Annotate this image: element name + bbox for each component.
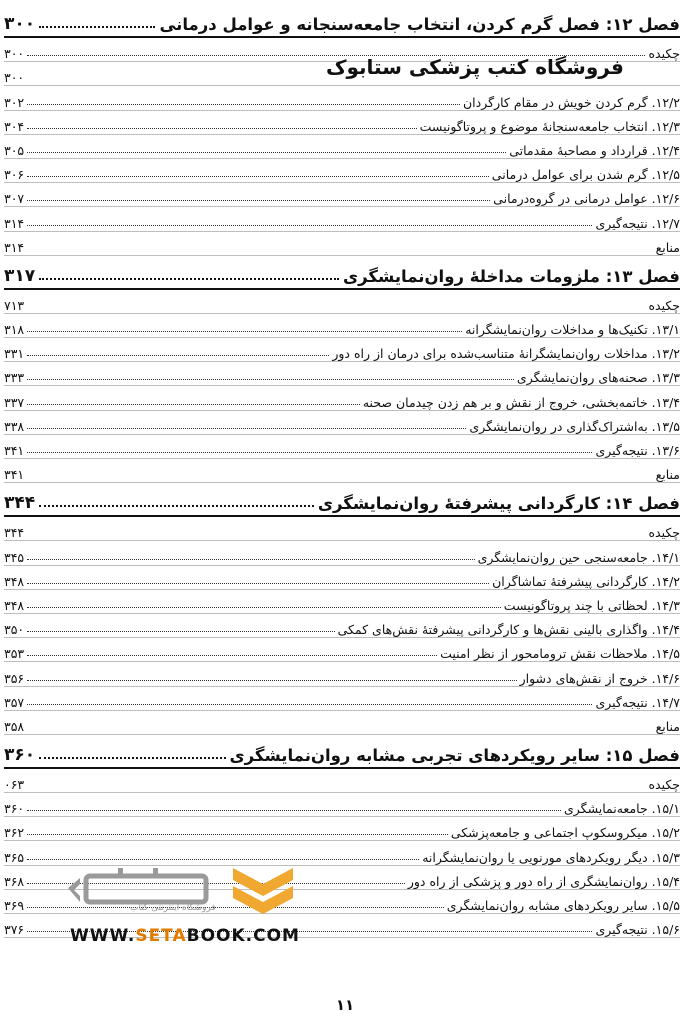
chapter-title: فصل ۱۵: سایر رویکردهای تجربی مشابه روان‌نمایشگری bbox=[229, 745, 680, 765]
toc-entry-page: ۳۰۰ bbox=[4, 46, 25, 62]
toc-entry bbox=[4, 386, 680, 410]
toc-entry-page: ۳۶۹ bbox=[4, 898, 25, 913]
toc-entry-title: ۱۳/۲. مداخلات روان‌نمایشگرانهٔ متناسب‌شده برای درمان از راه دور bbox=[332, 346, 680, 362]
toc-entry-title: ۱۴/۵. ملاحظات نقش ترومامحور از نظر امنیت bbox=[440, 646, 680, 662]
leader-dots bbox=[27, 355, 329, 356]
toc-entry-page: ۳۵۶ bbox=[4, 670, 25, 686]
toc-entry bbox=[4, 541, 680, 565]
toc-entry bbox=[4, 111, 680, 135]
toc-entry-title: ۱۲/۳. انتخاب جامعه‌سنجانهٔ موضوع و پروتاگونیست bbox=[419, 118, 680, 134]
leader-dots bbox=[27, 655, 437, 656]
leader-dots bbox=[27, 559, 474, 560]
toc-entry-title: چکیده bbox=[648, 297, 680, 313]
toc-entry-page: ۳۴۸ bbox=[4, 597, 25, 613]
toc-entry-title: ۱۳/۳. صحنه‌های روان‌نمایشگری bbox=[516, 370, 680, 386]
leader-dots bbox=[39, 756, 225, 759]
leader-dots bbox=[39, 277, 339, 280]
toc-entry bbox=[4, 411, 680, 435]
toc-entry-page: ۳۱۴ bbox=[4, 239, 25, 255]
website-suffix: BOOK.COM bbox=[186, 926, 300, 946]
toc-entry bbox=[4, 159, 680, 183]
leader-dots bbox=[27, 452, 592, 453]
toc-entry bbox=[4, 662, 680, 686]
leader-dots bbox=[27, 704, 592, 705]
chapter-page-number: ۳۰۰ bbox=[4, 14, 36, 34]
toc-entry-page: ۳۰۵ bbox=[4, 142, 25, 158]
toc-entry-page: ۳۱۸ bbox=[4, 322, 25, 338]
toc-entry-title: منابع bbox=[655, 718, 680, 734]
toc-entry-title: ۱۴/۲. کارگردانی پیشرفتهٔ تماشاگران bbox=[492, 573, 680, 589]
toc-entry-page: ۳۱۴ bbox=[4, 215, 25, 231]
page-number: ۱۱ bbox=[335, 996, 355, 1014]
chapter-14 bbox=[4, 483, 680, 735]
toc-entry-title: ۱۲/۷. نتیجه‌گیری bbox=[595, 215, 680, 231]
leader-dots bbox=[27, 810, 561, 811]
leader-dots bbox=[27, 631, 334, 632]
toc-entry-page: ۳۴۸ bbox=[4, 573, 25, 589]
leader-dots bbox=[27, 152, 506, 153]
toc-entry-title: چکیده bbox=[648, 525, 680, 541]
toc-entry-page: ۳۰۴ bbox=[4, 118, 25, 134]
leader-dots bbox=[27, 428, 466, 429]
toc-entry-title: ۱۵/۴. روان‌نمایشگری از راه دور و پزشکی از راه دور bbox=[407, 873, 680, 889]
toc-entry bbox=[4, 769, 680, 793]
toc-entry-title: ۱۴/۱. جامعه‌سنجی حین روان‌نمایشگری bbox=[477, 549, 680, 565]
chapter-title: فصل ۱۲: فصل گرم کردن، انتخاب جامعه‌سنجانه و عوامل درمانی bbox=[159, 15, 680, 34]
leader-dots bbox=[27, 379, 514, 380]
leader-dots bbox=[39, 25, 155, 28]
toc-entry-page: ۳۶۵ bbox=[4, 849, 25, 865]
chapter-title: فصل ۱۴: کارگردانی پیشرفتهٔ روان‌نمایشگری bbox=[317, 494, 680, 514]
toc-entry-title: ۱۲/۵. گرم شدن برای عوامل درمانی bbox=[491, 167, 680, 183]
chapter-12 bbox=[4, 4, 680, 256]
chapter-page-number: ۳۴۴ bbox=[4, 493, 36, 514]
toc-entry-title: ۱۳/۴. خاتمه‌بخشی، خروج از نقش و بر هم زدن چیدمان صحنه bbox=[362, 394, 680, 410]
toc-entry-page: ۳۶۰ bbox=[4, 801, 25, 817]
toc-entry-page: ۳۳۱ bbox=[4, 346, 25, 362]
toc-entry-title: منابع bbox=[655, 467, 680, 483]
chapter-page-number: ۳۱۷ bbox=[4, 265, 36, 286]
toc-entry bbox=[4, 183, 680, 207]
toc-entry-title: ۱۵/۵. سایر رویکردهای مشابه روان‌نمایشگری bbox=[446, 898, 680, 913]
toc-entry-page: ۳۴۴ bbox=[4, 525, 25, 541]
toc-entry-page: ۳۰۲ bbox=[4, 94, 25, 110]
toc-entry bbox=[4, 314, 680, 338]
toc-entry-title: ۱۳/۶. نتیجه‌گیری bbox=[595, 443, 680, 458]
website-highlight: SETA bbox=[135, 926, 187, 946]
leader-dots bbox=[27, 200, 490, 201]
toc-entry-page: ۳۷۶ bbox=[4, 922, 25, 938]
toc-entry-page: ۰۶۳ bbox=[4, 777, 25, 793]
chapter-page-number: ۳۶۰ bbox=[4, 744, 36, 765]
leader-dots bbox=[27, 176, 489, 177]
leader-dots bbox=[27, 331, 462, 332]
chapter-13 bbox=[4, 256, 680, 484]
chapter-heading bbox=[4, 735, 680, 765]
toc-entry-title: ۱۳/۱. تکنیک‌ها و مداخلات روان‌نمایشگرانه bbox=[465, 322, 680, 338]
toc-entry-page: ۳۶۲ bbox=[4, 825, 25, 841]
chapter-heading bbox=[4, 4, 680, 34]
toc-entry-title: ۱۴/۴. واگذاری بالینی نقش‌ها و کارگردانی پیشرفتهٔ نقش‌های کمکی bbox=[337, 622, 680, 638]
leader-dots bbox=[27, 834, 448, 835]
logo-brand bbox=[70, 870, 73, 871]
leader-dots bbox=[27, 104, 460, 105]
toc-entry-title: ۱۳/۵. به‌اشتراک‌گذاری در روان‌نمایشگری bbox=[469, 418, 680, 434]
toc-entry bbox=[4, 362, 680, 386]
toc-entry bbox=[4, 817, 680, 841]
toc-entry bbox=[4, 232, 680, 256]
toc-entry bbox=[4, 711, 680, 735]
toc-entry bbox=[4, 135, 680, 159]
toc-entry bbox=[4, 86, 680, 110]
toc-entry-title: ۱۵/۳. دیگر رویکردهای مورنویی یا روان‌نمایشگرانه bbox=[422, 849, 680, 865]
toc-entry bbox=[4, 517, 680, 541]
toc-entry-page: ۳۴۱ bbox=[4, 467, 25, 483]
toc-entry-page: ۳۴۱ bbox=[4, 443, 25, 458]
toc-entry-title: ۱۲/۶. عوامل درمانی در گروه‌درمانی bbox=[493, 191, 680, 207]
website-url[interactable] bbox=[70, 926, 300, 946]
toc-entry-title: چکیده bbox=[648, 777, 680, 793]
logo-graphic bbox=[58, 860, 298, 930]
leader-dots bbox=[27, 583, 489, 584]
toc-entry-page: ۳۶۸ bbox=[4, 873, 25, 889]
toc-entry-title: ۱۴/۶. خروج از نقش‌های دشوار bbox=[519, 670, 680, 686]
toc-entry-title: ۱۵/۱. جامعه‌نمایشگری bbox=[564, 801, 680, 817]
chapter-heading bbox=[4, 256, 680, 286]
toc-entry bbox=[4, 793, 680, 817]
leader-dots bbox=[27, 128, 417, 129]
logo-tagline: فروشگاه اینترنتی کتاب bbox=[130, 903, 216, 913]
leader-dots bbox=[27, 607, 501, 608]
toc-entry bbox=[4, 338, 680, 362]
toc-entry-page: ۳۳۸ bbox=[4, 418, 25, 434]
toc-entry-page: ۳۴۵ bbox=[4, 549, 25, 565]
toc-entry-page: ۳۵۳ bbox=[4, 646, 25, 662]
toc-entry-title: ۱۴/۷. نتیجه‌گیری bbox=[595, 694, 680, 710]
leader-dots bbox=[27, 404, 360, 405]
toc-entry-page: ۳۰۰ bbox=[4, 70, 25, 86]
leader-dots bbox=[39, 504, 314, 507]
setabook-logo bbox=[58, 860, 298, 930]
leader-dots bbox=[27, 225, 592, 226]
toc-entry-title: منابع bbox=[655, 239, 680, 255]
toc-entry bbox=[4, 590, 680, 614]
toc-entry-page: ۷۱۳ bbox=[4, 297, 25, 313]
toc-entry-title: ۱۵/۶. نتیجه‌گیری bbox=[595, 922, 680, 938]
toc-entry-title: ۱۴/۳. لحظاتی با چند پروتاگونیست bbox=[503, 597, 680, 613]
toc-entry bbox=[4, 435, 680, 459]
watermark-text: فروشگاه کتب پزشکی ستابوک bbox=[326, 55, 624, 79]
chapter-title: فصل ۱۳: ملزومات مداخلهٔ روان‌نمایشگری bbox=[343, 266, 680, 286]
toc-entry bbox=[4, 687, 680, 711]
website-prefix: WWW. bbox=[70, 926, 136, 946]
toc-entry bbox=[4, 459, 680, 483]
toc-entry-title: ۱۵/۲. میکروسکوپ اجتماعی و جامعه‌پزشکی bbox=[450, 825, 680, 841]
toc-entry-page: ۳۵۸ bbox=[4, 718, 25, 734]
toc-entry-page: ۳۰۷ bbox=[4, 191, 25, 207]
toc-entry-page: ۳۳۳ bbox=[4, 370, 25, 386]
toc-entry bbox=[4, 638, 680, 662]
toc-entry-title: چکیده bbox=[648, 46, 680, 62]
toc-entry bbox=[4, 290, 680, 314]
chapter-heading bbox=[4, 483, 680, 513]
toc-entry-page: ۳۵۰ bbox=[4, 622, 25, 638]
toc-entry bbox=[4, 566, 680, 590]
toc-entry bbox=[4, 207, 680, 231]
toc-entry-page: ۳۳۷ bbox=[4, 394, 25, 410]
leader-dots bbox=[27, 680, 516, 681]
toc-entry bbox=[4, 614, 680, 638]
toc-entry-page: ۳۵۷ bbox=[4, 694, 25, 710]
toc-entry-page: ۳۰۶ bbox=[4, 167, 25, 183]
toc-entry-title: ۱۲/۲. گرم کردن خویش در مقام کارگردان bbox=[463, 94, 680, 110]
toc-entry-title: ۱۲/۴. قرارداد و مصاحبهٔ مقدماتی bbox=[509, 142, 680, 158]
